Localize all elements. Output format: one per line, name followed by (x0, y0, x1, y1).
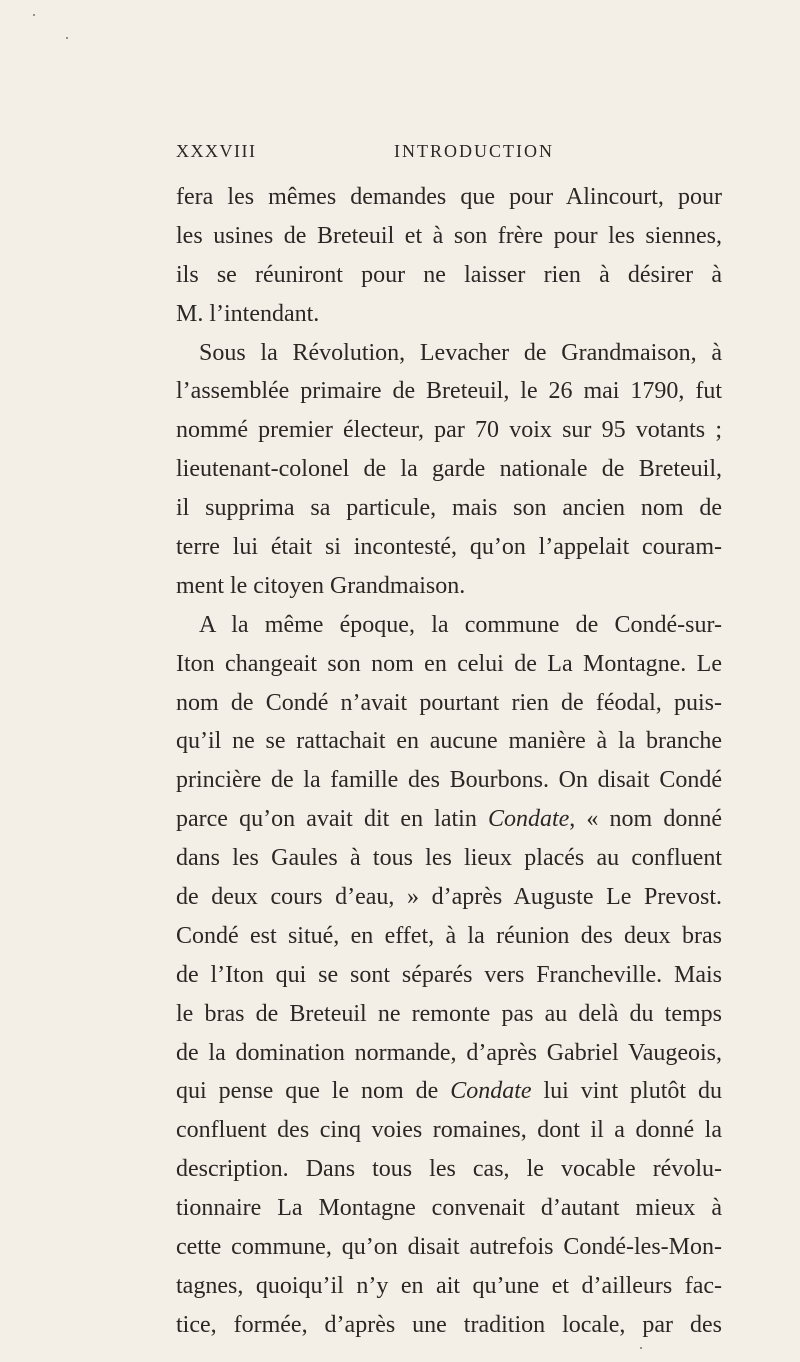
text-line: cette commune, qu’on disait autrefois Condé-les-Mon- (176, 1234, 722, 1261)
text-line: de l’Iton qui se sont séparés vers Francheville. Mais (176, 961, 722, 988)
text-line: Condé est situé, en effet, à la réunion des deux bras (176, 922, 722, 949)
text-line: ment le citoyen Grandmaison. (176, 572, 466, 599)
text-line: confluent des cinq voies romaines, dont il a donné la (176, 1117, 722, 1144)
text-segment: lui vint plutôt du (531, 1078, 722, 1105)
text-line: tionnaire La Montagne convenait d’autant mieux à (176, 1195, 722, 1222)
running-title: INTRODUCTION (394, 141, 554, 161)
page-number: XXXVIII (176, 141, 257, 161)
text-line: nommé premier électeur, par 70 voix sur 95 votants ; (176, 417, 722, 444)
running-head (176, 141, 722, 165)
text-line: le bras de Breteuil ne remonte pas au delà du temps (176, 1000, 722, 1027)
paper-speck (640, 1347, 642, 1349)
text-line: tagnes, quoiqu’il n’y en ait qu’une et d’ailleurs fac- (176, 1272, 722, 1299)
text-line: dans les Gaules à tous les lieux placés au confluent (176, 845, 722, 872)
text-segment: qui pense que le nom de (176, 1078, 451, 1105)
text-line: les usines de Breteuil et à son frère pour les siennes, (176, 222, 722, 249)
text-line (176, 800, 722, 839)
text-line: terre lui était si incontesté, qu’on l’appelait couram- (176, 534, 722, 561)
text-line: ils se réuniront pour ne laisser rien à désirer à (176, 261, 722, 288)
text-line: lieutenant-colonel de la garde nationale de Breteuil, (176, 456, 722, 483)
text-line: l’assemblée primaire de Breteuil, le 26 mai 1790, fut (176, 378, 722, 405)
italic-term: Condate (450, 1078, 532, 1105)
text-segment: , « nom donné (569, 806, 722, 833)
italic-term: Condate (487, 806, 570, 833)
text-line: M. l’intendant. (176, 300, 320, 327)
paragraph-start: Sous la Révolution, Levacher de Grandmaison, à (199, 339, 722, 366)
text-line: Iton changeait son nom en celui de La Montagne. Le (176, 650, 722, 677)
text-line: de la domination normande, d’après Gabriel Vaugeois, (176, 1039, 722, 1066)
text-line: description. Dans tous les cas, le vocable révolu- (176, 1156, 722, 1183)
text-line: tice, formée, d’après une tradition locale, par des (176, 1311, 722, 1338)
text-line: de deux cours d’eau, » d’après Auguste Le Prevost. (176, 884, 722, 911)
text-line (176, 1072, 722, 1111)
text-line: nom de Condé n’avait pourtant rien de féodal, puis- (176, 689, 722, 716)
text-line: qu’il ne se rattachait en aucune manière à la branche (176, 728, 722, 755)
text-line: fera les mêmes demandes que pour Alincourt, pour (176, 184, 722, 210)
text-line: il supprima sa particule, mais son ancien nom de (176, 495, 722, 522)
paper-speck (66, 37, 68, 39)
body-text (176, 178, 722, 1345)
paper-speck (33, 14, 35, 16)
paragraph-start: A la même époque, la commune de Condé-sur- (199, 611, 722, 638)
text-line: princière de la famille des Bourbons. On disait Condé (176, 767, 722, 794)
text-segment: parce qu’on avait dit en latin (176, 806, 488, 833)
